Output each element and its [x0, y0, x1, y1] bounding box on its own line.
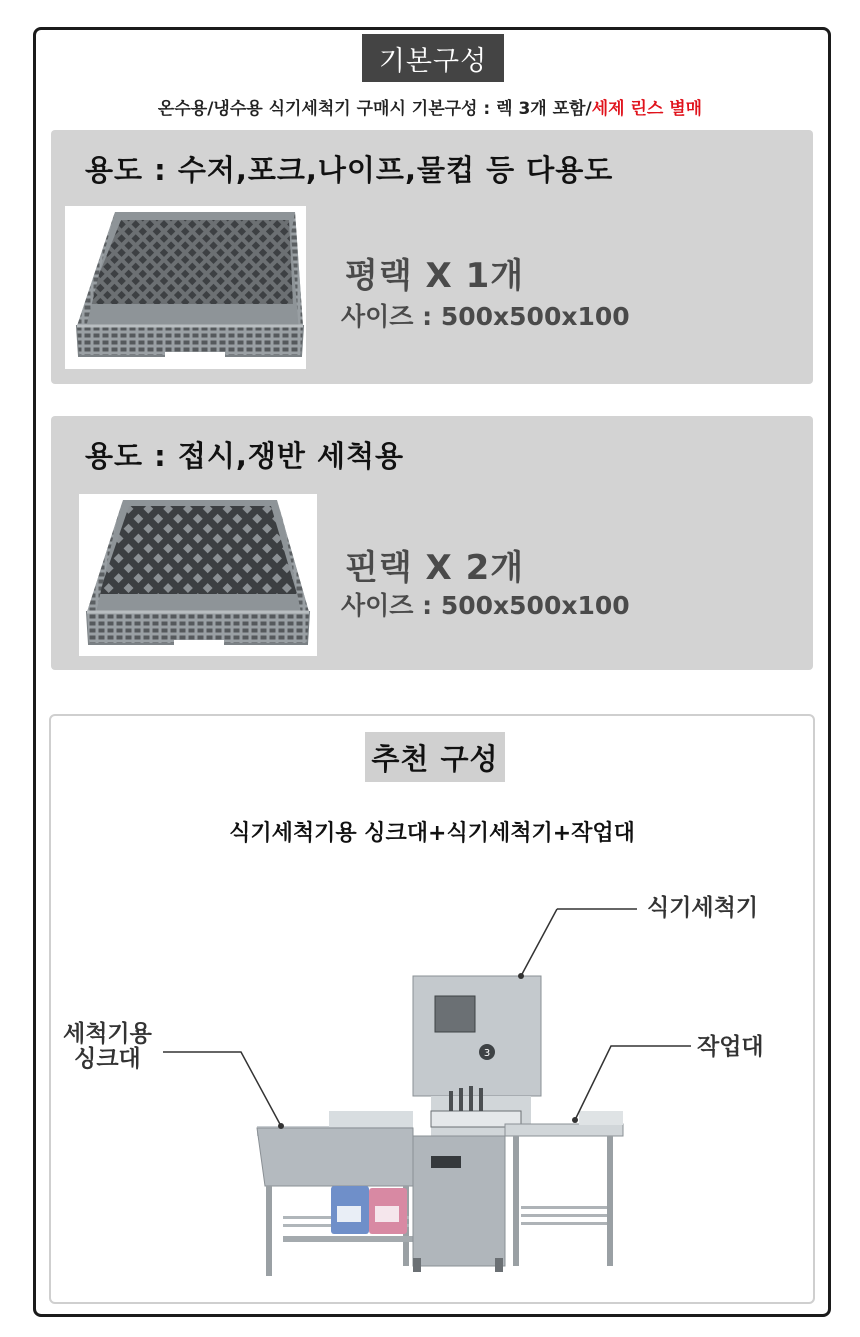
pin-rack-photo	[79, 494, 317, 656]
pin-rack-usage: 용도 : 접시,쟁반 세척용	[85, 439, 405, 473]
flat-rack-name: 평랙 X 1개	[345, 256, 525, 296]
subtitle-main: 온수용/냉수용 식기세척기 구매시 기본구성 : 렉 3개 포함/	[157, 99, 592, 119]
model-badge: 3	[483, 1048, 491, 1059]
pin-rack-size: 사이즈 : 500x500x100	[341, 591, 630, 620]
equipment-illustration	[51, 716, 813, 1302]
recommended-config-description: 식기세척기용 싱크대+식기세척기+작업대	[229, 821, 635, 846]
recommended-config-title: 추천 구성	[365, 732, 505, 782]
callout-worktable: 작업대	[697, 1034, 764, 1060]
basic-config-title: 기본구성	[362, 34, 504, 82]
flat-rack-photo	[65, 206, 306, 369]
callout-sink-line2: 싱크대	[74, 1046, 141, 1072]
flat-rack-usage: 용도 : 수저,포크,나이프,물컵 등 다용도	[85, 153, 614, 187]
basic-config-subtitle	[0, 94, 860, 119]
pin-rack-name: 핀랙 X 2개	[345, 548, 525, 588]
callout-sink-line1: 세척기용	[63, 1021, 152, 1047]
callout-dishwasher: 식기세척기	[647, 895, 759, 921]
flat-rack-card	[51, 130, 813, 384]
subtitle-red-note: 세제 린스 별매	[591, 99, 703, 119]
callout-sink	[63, 1022, 152, 1072]
pin-rack-card	[51, 416, 813, 670]
recommended-config-box	[49, 714, 815, 1304]
flat-rack-size: 사이즈 : 500x500x100	[341, 302, 630, 331]
